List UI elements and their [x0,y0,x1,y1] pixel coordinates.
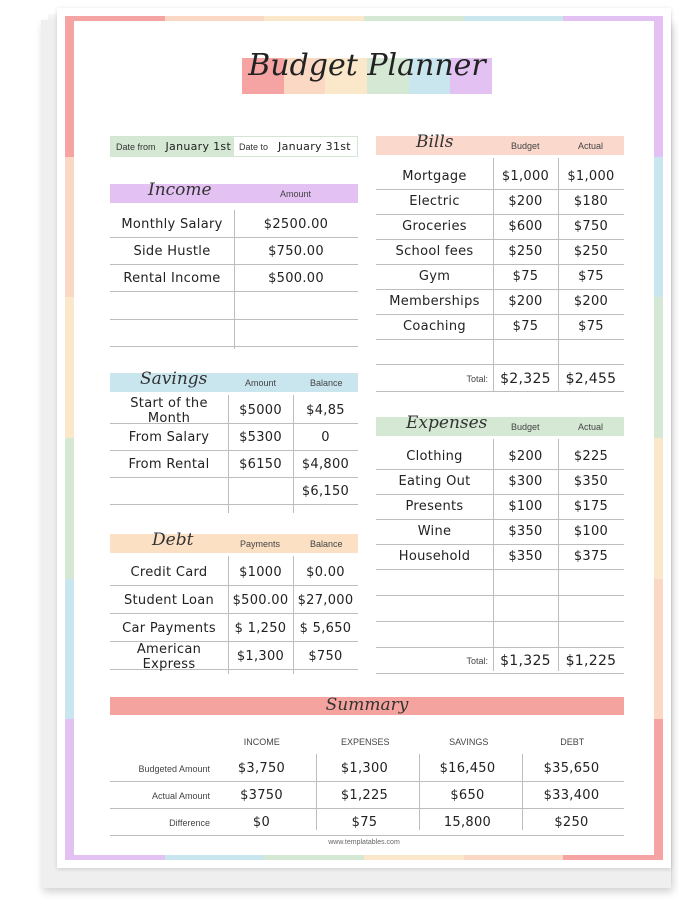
expenses-actual-header: Actual [578,421,604,432]
table-row[interactable]: Start of the Month $5000 $4,85 [110,398,358,424]
table-row[interactable]: Clothing $200 $225 [376,444,624,470]
expenses-section [376,413,624,671]
summary-col-expenses: EXPENSES [340,737,390,747]
income-section [110,180,358,349]
table-row[interactable] [376,622,624,648]
bottom-color-edge [65,855,663,860]
debt-section [110,530,358,674]
savings-section [110,369,358,513]
table-row[interactable]: Car Payments $ 1,250 $ 5,650 [110,616,358,642]
budget-planner-sheet [57,8,671,868]
table-row[interactable]: Side Hustle $750.00 [110,239,358,265]
savings-title: Savings [140,369,208,389]
footer-url: www.templatables.com [328,839,400,846]
page-title: Budget Planner [248,48,486,83]
table-row[interactable]: Student Loan $500.00 $27,000 [110,588,358,614]
table-row[interactable]: Groceries $600 $750 [376,214,624,240]
summary-col-debt: DEBT [560,737,585,747]
table-row[interactable]: $6,150 [110,479,358,505]
bills-actual-header: Actual [578,140,604,151]
expenses-budget-header: Budget [511,421,540,432]
table-row[interactable] [376,570,624,596]
table-row[interactable]: School fees $250 $250 [376,239,624,265]
table-row[interactable]: Presents $100 $175 [376,494,624,520]
summary-row-difference[interactable]: Difference $0 $75 15,800 $250 [110,810,624,836]
summary-section [110,694,624,837]
table-row[interactable] [110,294,358,320]
table-row[interactable]: American Express $1,300 $750 [110,644,358,670]
table-row[interactable]: From Rental $6150 $4,800 [110,452,358,478]
table-row[interactable]: Electric $200 $180 [376,189,624,215]
income-title: Income [148,180,212,200]
table-row[interactable]: Eating Out $300 $350 [376,469,624,495]
summary-col-income: INCOME [243,737,280,747]
left-color-edge [65,16,74,860]
bills-title: Bills [416,132,454,152]
table-row[interactable]: Coaching $75 $75 [376,314,624,340]
savings-amount-header: Amount [245,377,277,388]
table-row[interactable]: From Salary $5300 0 [110,425,358,451]
table-row[interactable]: Memberships $200 $200 [376,289,624,315]
table-row[interactable]: Credit Card $1000 $0.00 [110,560,358,586]
date-from-label: Date from [116,141,156,152]
table-row[interactable]: Mortgage $1,000 $1,000 [376,164,624,190]
bills-section [376,132,624,392]
date-to-value[interactable]: January 31st [278,140,351,153]
top-color-edge [65,16,663,21]
table-row[interactable]: Household $350 $375 [376,544,624,570]
table-row[interactable]: Rental Income $500.00 [110,266,358,292]
right-color-edge [654,16,663,860]
summary-row-budgeted[interactable]: Budgeted Amount $3,750 $1,300 $16,450 $35,650 [110,756,624,782]
debt-title: Debt [152,530,194,550]
savings-balance-header: Balance [310,377,343,388]
summary-col-savings: SAVINGS [449,737,489,747]
bills-budget-header: Budget [511,140,540,151]
table-row[interactable] [110,321,358,347]
summary-title: Summary [325,694,409,715]
table-row[interactable] [376,339,624,365]
income-amount-header: Amount [280,188,312,199]
date-from-value[interactable]: January 1st [165,140,232,153]
expenses-title: Expenses [406,413,488,433]
bills-total-row: Total: $2,325 $2,455 [376,366,624,392]
debt-balance-header: Balance [310,538,343,549]
table-row[interactable] [376,596,624,622]
table-row[interactable]: Gym $75 $75 [376,264,624,290]
debt-payments-header: Payments [240,538,281,549]
table-row[interactable]: Monthly Salary $2500.00 [110,212,358,238]
table-row[interactable]: Wine $350 $100 [376,519,624,545]
date-to-label: Date to [239,141,269,152]
summary-row-actual[interactable]: Actual Amount $3750 $1,225 $650 $33,400 [110,783,624,809]
date-range-bar [110,136,358,157]
expenses-total-row: Total: $1,325 $1,225 [376,648,624,674]
